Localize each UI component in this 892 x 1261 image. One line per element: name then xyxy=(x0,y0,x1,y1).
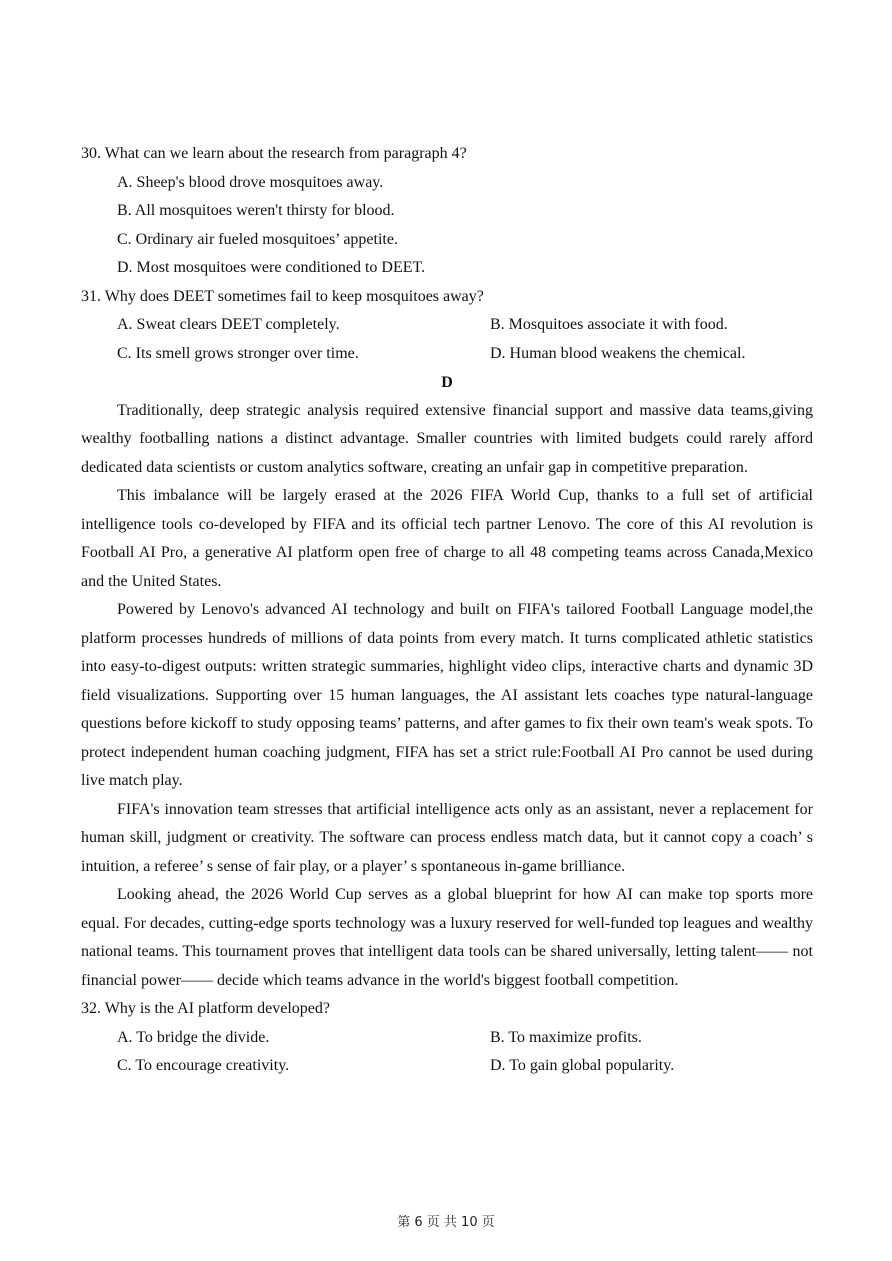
question-31-option-b: B. Mosquitoes associate it with food. xyxy=(490,316,728,333)
question-32-option-c: C. To encourage creativity. xyxy=(117,1057,290,1074)
passage-paragraph-5: Looking ahead, the 2026 World Cup serves as a global blueprint for how AI can make top sports more equal. For decades, cutting-edge sports technology was a luxury reserved for well-funded top leagues and wealthy national teams. This tournament proves that intelligent data tools can be shared universally, letting talent—— not financial power—— decide which teams advance in the world's biggest football competition. xyxy=(81,886,813,989)
question-32-option-b: B. To maximize profits. xyxy=(490,1028,642,1046)
question-31-option-d: D. Human blood weakens the chemical. xyxy=(490,344,746,362)
question-30-option-b: B. All mosquitoes weren't thirsty for blood. xyxy=(117,202,395,219)
passage-paragraph-1: Traditionally, deep strategic analysis required extensive financial support and massive data teams,giving wealthy footballing nations a distinct advantage. Smaller countries with limited budgets could rarely afford dedicated data scientists or custom analytics software, creating an unfair gap in competitive preparation. xyxy=(81,401,813,476)
passage-paragraph-3: Powered by Lenovo's advanced AI technology and built on FIFA's tailored Football Language model,the platform processes hundreds of millions of data points from every match. It turns complicated athletic statistics into easy-to-digest outputs: written strategic summaries, highlight video clips, interactive charts and dynamic 3D field visualizations. Supporting over 15 human languages, the AI assistant lets coaches type natural-language questions before kickoff to study opposing teams’ patterns, and after games to fix their own team's weak spots. To protect independent human coaching judgment, FIFA has set a strict rule:Football AI Pro cannot be used during live match play. xyxy=(81,601,813,789)
question-30-stem: 30. What can we learn about the research from paragraph 4? xyxy=(81,145,467,162)
question-30-option-d: D. Most mosquitoes were conditioned to DEET. xyxy=(117,259,426,276)
question-32-options-row-1 xyxy=(81,1024,813,1053)
question-30-option-c: C. Ordinary air fueled mosquitoes’ appetite. xyxy=(117,230,398,248)
page-number-footer: 第 6 页 共 10 页 xyxy=(397,1215,495,1230)
question-31-options-row-2 xyxy=(81,340,813,369)
section-d-title: D xyxy=(441,374,453,391)
question-31-option-a: A. Sweat clears DEET completely. xyxy=(117,316,340,333)
question-31-options-row-1 xyxy=(81,311,813,340)
question-31-option-c: C. Its smell grows stronger over time. xyxy=(117,344,359,362)
question-32-stem: 32. Why is the AI platform developed? xyxy=(81,1000,330,1017)
passage-paragraph-4: FIFA's innovation team stresses that artificial intelligence acts only as an assistant, never a replacement for human skill, judgment or creativity. The software can process endless match data, but it cannot copy a coach’ s intuition, a referee’ s sense of fair play, or a player’ s spontaneous in-game brilliance. xyxy=(81,800,813,875)
exam-page-content xyxy=(81,140,813,1081)
question-32-option-d: D. To gain global popularity. xyxy=(490,1057,675,1074)
question-32-option-a: A. To bridge the divide. xyxy=(117,1028,270,1046)
question-30-option-a: A. Sheep's blood drove mosquitoes away. xyxy=(117,173,384,191)
question-31-stem: 31. Why does DEET sometimes fail to keep mosquitoes away? xyxy=(81,287,484,305)
passage-paragraph-2: This imbalance will be largely erased at the 2026 FIFA World Cup, thanks to a full set of artificial intelligence tools co-developed by FIFA and its official tech partner Lenovo. The core of this AI revolution is Football AI Pro, a generative AI platform open free of charge to all 48 competing teams across Canada,Mexico and the United States. xyxy=(81,487,813,590)
question-32-options-row-2 xyxy=(81,1052,813,1081)
